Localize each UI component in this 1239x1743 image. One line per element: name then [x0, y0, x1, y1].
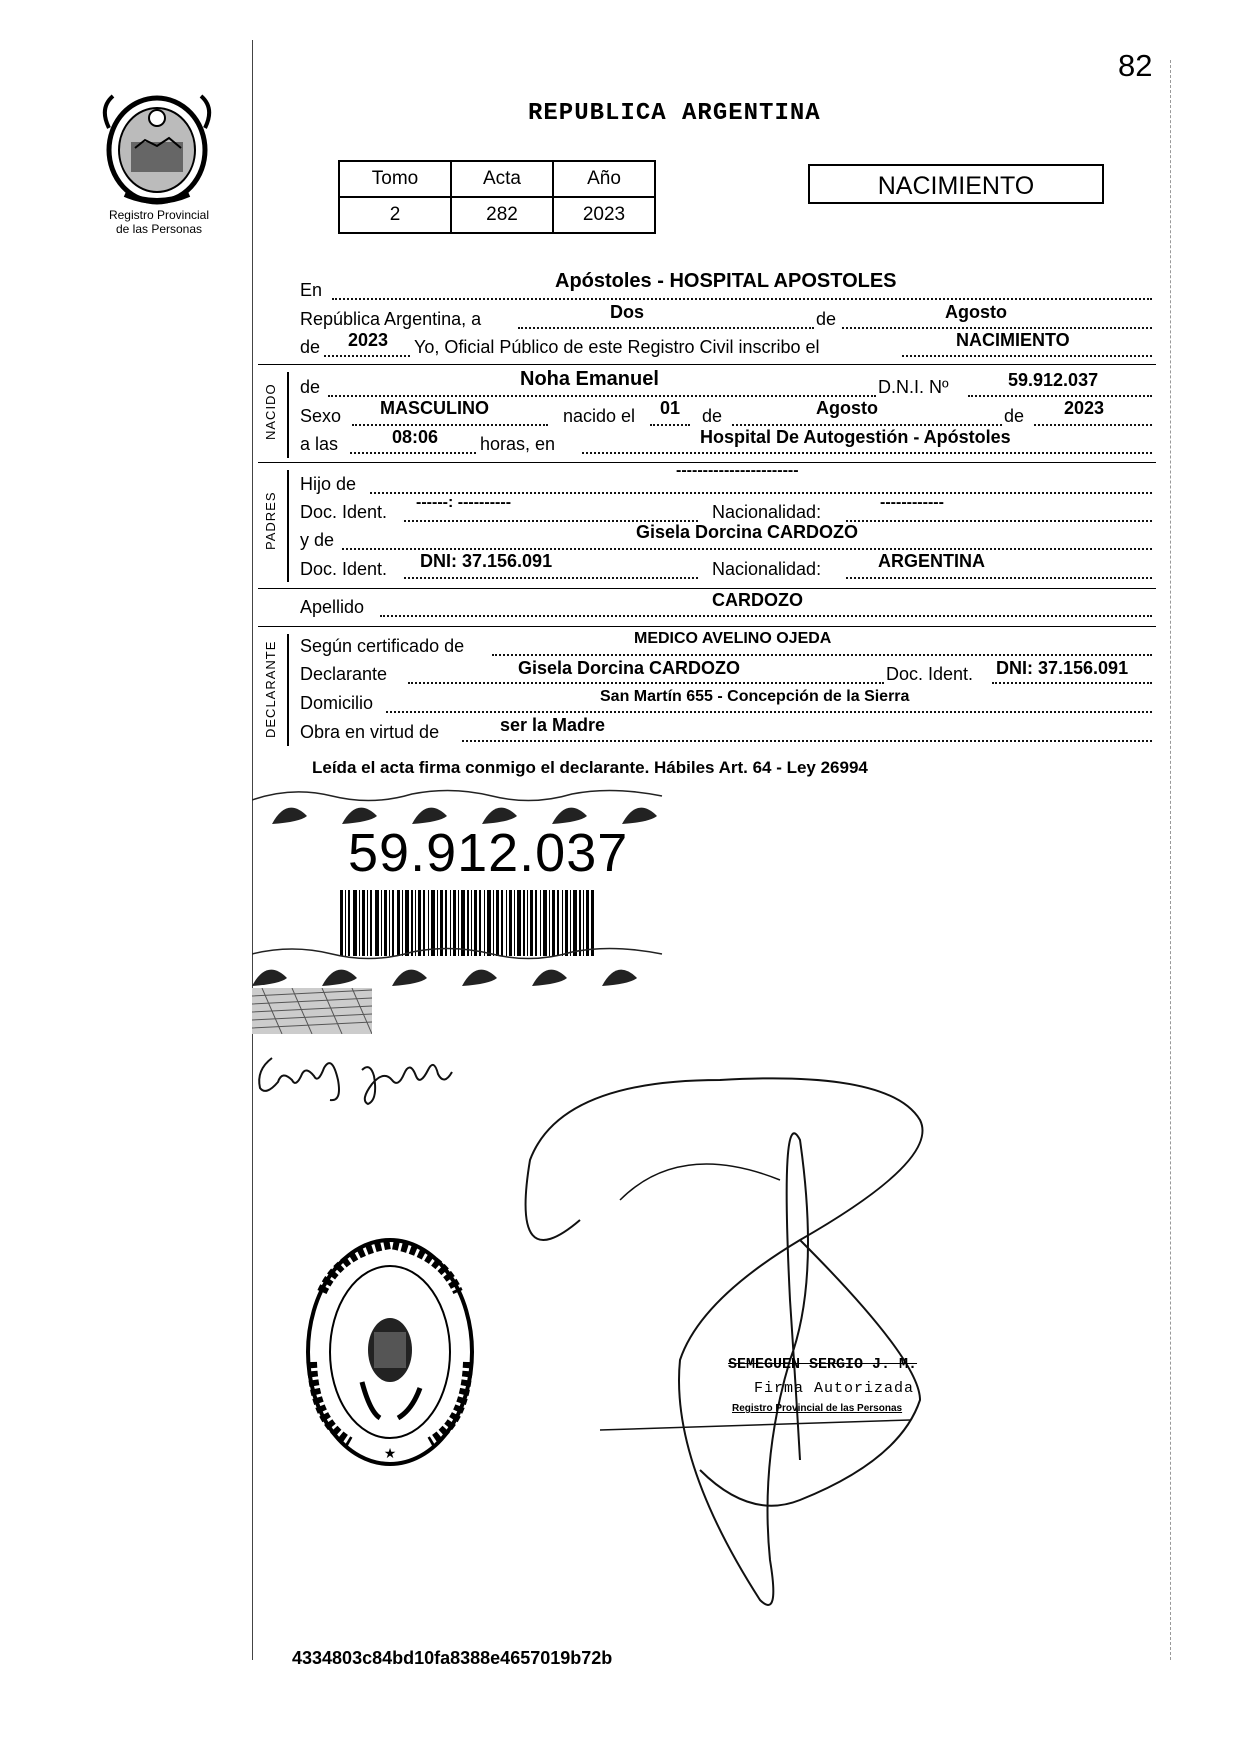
document-title: REPUBLICA ARGENTINA — [528, 100, 821, 127]
label-nacionalidad: Nacionalidad: — [712, 502, 822, 522]
value-lugar-nac: Hospital De Autogestión - Apóstoles — [700, 427, 1011, 447]
security-hologram-icon — [252, 988, 372, 1034]
value-certificado: MEDICO AVELINO OJEDA — [634, 630, 832, 647]
label-doc-ident3: Doc. Ident. — [886, 664, 974, 684]
value-declarante-doc: DNI: 37.156.091 — [996, 658, 1129, 678]
seal-caption — [88, 208, 230, 236]
anio-header: Año — [553, 161, 655, 197]
section-bar-nacido — [287, 372, 289, 458]
label-sexo: Sexo — [300, 406, 342, 426]
value-padre-nac: ------------ — [880, 494, 944, 511]
page-number: 82 — [1118, 48, 1153, 83]
dotted-line — [408, 682, 884, 684]
value-declarante: Gisela Dorcina CARDOZO — [518, 658, 741, 678]
acta-header: Acta — [451, 161, 553, 197]
registry-table-header-row — [339, 161, 655, 197]
official-stamp-icon — [300, 1232, 480, 1472]
label-apellido: Apellido — [300, 597, 365, 617]
value-sexo: MASCULINO — [380, 398, 489, 418]
document-hash: 4334803c84bd10fa8388e4657019b72b — [292, 1648, 613, 1668]
label-de2: de — [300, 337, 321, 357]
label-horas-en: horas, en — [480, 434, 556, 454]
dotted-line — [404, 577, 698, 579]
value-padre-doc: ------: ---------- — [416, 494, 512, 511]
security-pattern-top — [252, 786, 692, 826]
authorized-signature — [500, 1040, 1120, 1640]
dotted-line — [342, 548, 1152, 550]
label-domicilio: Domicilio — [300, 693, 374, 713]
label-nacionalidad2: Nacionalidad: — [712, 559, 822, 579]
dotted-line — [1034, 424, 1152, 426]
authorized-signer-role: Firma Autorizada — [754, 1380, 915, 1397]
value-dia-letras: Dos — [610, 302, 645, 322]
right-margin-line — [1170, 60, 1171, 1660]
label-y-de: y de — [300, 530, 335, 550]
dotted-line — [968, 395, 1152, 397]
section-separator — [258, 364, 1156, 365]
label-obra: Obra en virtud de — [300, 722, 440, 742]
label-doc-ident2: Doc. Ident. — [300, 559, 388, 579]
label-segun: Según certificado de — [300, 636, 465, 656]
seal-caption-line1: Registro Provincial — [108, 208, 210, 222]
dotted-line — [492, 654, 1152, 656]
authorized-signer-registry: Registro Provincial de las Personas — [732, 1403, 903, 1414]
label-en: En — [300, 280, 323, 300]
closing-text: Leída el acta firma conmigo el declarante. Hábiles Art. 64 - Ley 26994 — [312, 758, 868, 777]
label-dni: D.N.I. Nº — [878, 377, 949, 397]
dotted-line — [332, 298, 1152, 300]
provincial-seal-icon — [95, 88, 220, 206]
dotted-line — [732, 424, 1002, 426]
section-bar-padres — [287, 470, 289, 582]
label-nacido-el: nacido el — [563, 406, 636, 426]
section-separator — [258, 626, 1156, 627]
dotted-line — [352, 424, 548, 426]
value-mes: Agosto — [945, 302, 1007, 322]
label-hijo-de: Hijo de — [300, 474, 357, 494]
dotted-line — [846, 520, 1152, 522]
value-anio-nac: 2023 — [1064, 398, 1105, 418]
value-domicilio: San Martín 655 - Concepción de la Sierra — [600, 688, 910, 705]
label-declarante: Declarante — [300, 664, 388, 684]
label-oficial: Yo, Oficial Público de este Registro Civil inscribo el — [414, 337, 820, 357]
acta-value: 282 — [451, 197, 553, 233]
section-separator — [258, 588, 1156, 589]
dotted-line — [518, 327, 814, 329]
tomo-header: Tomo — [339, 161, 451, 197]
value-apellido: CARDOZO — [712, 590, 803, 610]
security-pattern-bottom — [252, 944, 692, 988]
dotted-line — [846, 577, 1152, 579]
section-label-nacido: NACIDO — [263, 383, 278, 440]
anio-value: 2023 — [553, 197, 655, 233]
dotted-line — [902, 355, 1152, 357]
label-de-nacido: de — [300, 377, 321, 397]
label-de-mes: de — [702, 406, 723, 426]
value-madre-nac: ARGENTINA — [878, 551, 985, 571]
value-obra: ser la Madre — [500, 715, 606, 735]
seal-caption-line2: de las Personas — [115, 222, 203, 236]
value-nombre: Noha Emanuel — [520, 368, 659, 390]
section-label-padres: PADRES — [263, 491, 278, 550]
value-dia-nac: 01 — [660, 398, 681, 418]
value-madre: Gisela Dorcina CARDOZO — [636, 522, 859, 542]
dotted-line — [324, 355, 410, 357]
value-madre-doc: DNI: 37.156.091 — [420, 551, 553, 571]
section-label-declarante: DECLARANTE — [263, 640, 278, 738]
section-bar-declarante — [287, 634, 289, 746]
registry-table — [338, 160, 656, 234]
label-doc-ident: Doc. Ident. — [300, 502, 388, 522]
document-type-box: NACIMIENTO — [808, 164, 1104, 204]
label-de: de — [816, 309, 837, 329]
left-margin-line — [252, 40, 253, 1660]
label-a-las: a las — [300, 434, 339, 454]
dotted-line — [582, 452, 1152, 454]
dni-large: 59.912.037 — [348, 823, 629, 883]
value-hora: 08:06 — [392, 427, 439, 447]
svg-text:★: ★ — [383, 1445, 397, 1461]
tomo-value: 2 — [339, 197, 451, 233]
dotted-line — [842, 327, 1152, 329]
registry-table-value-row — [339, 197, 655, 233]
dotted-line — [462, 740, 1152, 742]
dotted-line — [380, 615, 1152, 617]
value-padre: ----------------------- — [676, 462, 799, 479]
value-acto: NACIMIENTO — [956, 330, 1070, 350]
value-lugar: Apóstoles - HOSPITAL APOSTOLES — [555, 270, 897, 292]
label-de-anio: de — [1004, 406, 1025, 426]
authorized-signer-name: SEMEGUEN SERGIO J. M. — [728, 1356, 918, 1373]
dotted-line — [386, 711, 1152, 713]
dotted-line — [992, 682, 1152, 684]
value-anio: 2023 — [348, 330, 389, 350]
label-republica: República Argentina, a — [300, 309, 482, 329]
dotted-line — [350, 452, 476, 454]
dotted-line — [328, 395, 876, 397]
value-dni: 59.912.037 — [1008, 370, 1099, 390]
value-mes-nac: Agosto — [816, 398, 878, 418]
handwritten-signature — [252, 1040, 462, 1110]
dotted-line — [650, 424, 690, 426]
